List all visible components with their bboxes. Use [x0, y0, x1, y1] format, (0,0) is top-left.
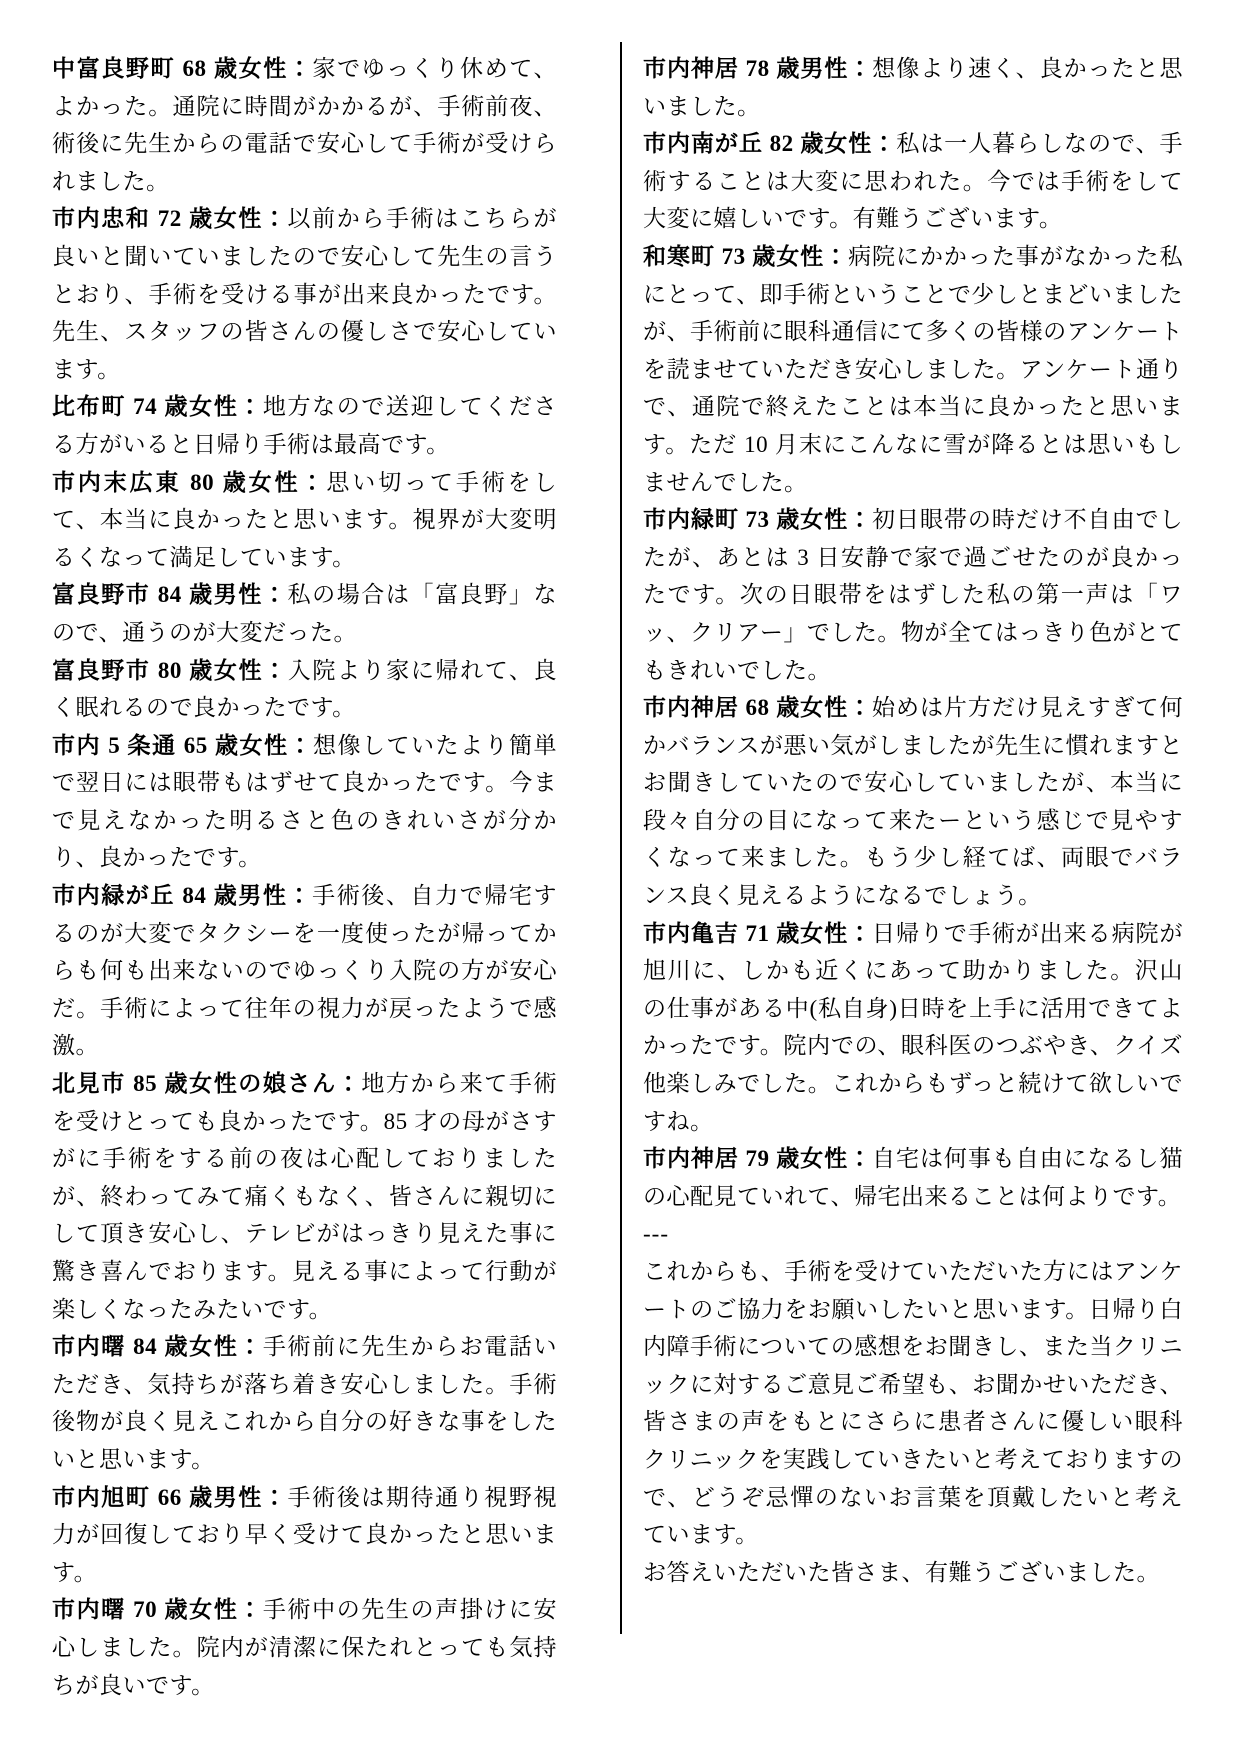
testimonial-entry [643, 915, 1183, 1141]
testimonial-label: 市内忠和 72 歳女性： [52, 206, 288, 232]
testimonial-entry [52, 464, 557, 577]
testimonial-entry [52, 576, 557, 651]
testimonial-label: 市内 5 条通 65 歳女性： [52, 732, 313, 758]
testimonial-label: 市内末広東 80 歳女性： [52, 469, 327, 495]
testimonial-entry [52, 388, 557, 463]
testimonial-text: 以前から手術はこちらが良いと聞いていましたので安心して先生の言うとおり、手術を受ける事が出来良かったです。先生、スタッフの皆さんの優しさで安心しています。 [52, 206, 558, 382]
testimonial-label: 市内曙 84 歳女性： [52, 1334, 263, 1360]
testimonial-entry [52, 877, 557, 1065]
testimonial-entry [643, 501, 1183, 689]
testimonial-label: 中富良野町 68 歳女性： [52, 56, 313, 81]
testimonial-entry [52, 1479, 557, 1592]
left-column [52, 50, 557, 1704]
testimonial-entry [52, 1065, 557, 1328]
testimonial-text: 手術中の先生の声掛けに安心しました。院内が清潔に保たれとっても気持ちが良いです。 [52, 1597, 558, 1698]
testimonial-text: 自宅は何事も自由になるし猫の心配見ていれて、帰宅出来ることは何よりです。 [643, 1146, 1184, 1209]
testimonial-entry [52, 1591, 557, 1704]
testimonial-text: 地方から来て手術を受けとっても良かったです。85 才の母がさすがに手術をする前の夜は心配しておりましたが、終わってみて痛くもなく、皆さんに親切にして頂き安心し、テレビがはっきり見えた事に驚き喜んでおります。見える事によって行動が楽しくなったみたいです。 [52, 1071, 558, 1322]
testimonial-text: 日帰りで手術が出来る病院が旭川に、しかも近くにあって助かりました。沢山の仕事がある中(私自身)日時を上手に活用できてよかったです。院内での、眼科医のつぶやき、クイズ他楽しみでした。これからもずっと続けて欲しいですね。 [643, 920, 1184, 1134]
testimonial-label: 富良野市 80 歳女性： [52, 657, 288, 683]
testimonial-entry [643, 689, 1183, 915]
testimonial-text: 思い切って手術をして、本当に良かったと思います。視界が大変明るくなって満足しています。 [52, 469, 558, 570]
right-column [643, 50, 1183, 1591]
testimonial-label: 市内南が丘 82 歳女性： [643, 131, 897, 157]
testimonial-entry [52, 727, 557, 877]
testimonial-label: 北見市 85 歳女性の娘さん： [52, 1071, 362, 1097]
testimonial-label: 市内亀吉 71 歳女性： [643, 920, 873, 946]
testimonial-text: 家でゆっくり休めて、よかった。通院に時間がかかるが、手術前夜、術後に先生からの電話で安心して手術が受けられました。 [52, 56, 558, 194]
testimonial-entry [643, 238, 1183, 501]
testimonial-label: 和寒町 73 歳女性： [643, 243, 849, 269]
separator-dashes: --- [643, 1221, 669, 1247]
closing-paragraph: お答えいただいた皆さま、有難うございました。 [643, 1559, 1160, 1585]
testimonial-label: 比布町 74 歳女性： [52, 394, 263, 420]
testimonial-label: 富良野市 84 歳男性： [52, 582, 288, 608]
testimonial-entry [52, 200, 557, 388]
testimonial-entry [52, 652, 557, 727]
testimonial-entry [643, 50, 1183, 125]
column-divider-line [620, 42, 622, 1634]
testimonial-label: 市内神居 68 歳女性： [643, 695, 873, 721]
testimonial-text: 私は一人暮らしなので、手術することは大変に思われた。今では手術をして大変に嬉しいです。有難うございます。 [643, 131, 1184, 232]
testimonial-label: 市内緑が丘 84 歳男性： [52, 883, 313, 909]
testimonial-label: 市内緑町 73 歳女性： [643, 507, 873, 533]
testimonial-entry [643, 125, 1183, 238]
testimonial-label: 市内神居 79 歳女性： [643, 1146, 873, 1172]
testimonial-label: 市内旭町 66 歳男性： [52, 1484, 288, 1510]
testimonial-entry [52, 50, 557, 200]
testimonial-label: 市内神居 78 歳男性： [643, 56, 873, 81]
testimonial-text: 私の場合は「富良野」なので、通うのが大変だった。 [52, 582, 558, 645]
testimonial-text: 手術後は期待通り視野視力が回復しており早く受けて良かったと思います。 [52, 1484, 558, 1585]
testimonial-entry [643, 1140, 1183, 1215]
testimonial-entry [52, 1328, 557, 1478]
closing-paragraph: これからも、手術を受けていただいた方にはアンケートのご協力をお願いしたいと思います。日帰り白内障手術についての感想をお聞きし、また当クリニックに対するご意見ご希望も、お聞かせいただき、皆さまの声をもとにさらに患者さんに優しい眼科クリニックを実践していきたいと考えておりますので、どうぞ忌憚のないお言葉を頂戴したいと考えています。 [643, 1259, 1183, 1548]
testimonial-text: 想像より速く、良かったと思いました。 [643, 56, 1184, 119]
testimonial-text: 初日眼帯の時だけ不自由でしたが、あとは 3 日安静で家で過ごせたのが良かったです。次の日眼帯をはずした私の第一声は「ワッ、クリアー」でした。物が全てはっきり色がとてもきれいでした。 [643, 507, 1184, 683]
testimonial-text: 病院にかかった事がなかった私にとって、即手術ということで少しとまどいましたが、手術前に眼科通信にて多くの皆様のアンケートを読ませていただき安心しました。アンケート通りで、通院で終えたことは本当に良かったと思います。ただ 10 月末にこんなに雪が降るとは思いもしませんでした。 [643, 243, 1184, 495]
testimonial-text: 手術前に先生からお電話いただき、気持ちが落ち着き安心しました。手術後物が良く見えこれから自分の好きな事をしたいと思います。 [52, 1334, 558, 1472]
testimonial-text: 手術後、自力で帰宅するのが大変でタクシーを一度使ったが帰ってからも何も出来ないのでゆっくり入院の方が安心だ。手術によって往年の視力が戻ったようで感激。 [52, 883, 558, 1059]
testimonial-text: 想像していたより簡単で翌日には眼帯もはずせて良かったです。今まで見えなかった明るさと色のきれいさが分かり、良かったです。 [52, 732, 557, 871]
testimonial-label: 市内曙 70 歳女性： [52, 1597, 263, 1623]
testimonial-text: 入院より家に帰れて、良く眠れるので良かったです。 [52, 657, 558, 721]
testimonial-text: 始めは片方だけ見えすぎて何かバランスが悪い気がしましたが先生に慣れますとお聞きしていたので安心していましたが、本当に段々自分の目になって来たーという感じで見やすくなって来ました。もう少し経てば、両眼でバランス良く見えるようになるでしょう。 [643, 695, 1184, 909]
testimonial-text: 地方なので送迎してくださる方がいると日帰り手術は最高です。 [52, 394, 558, 457]
